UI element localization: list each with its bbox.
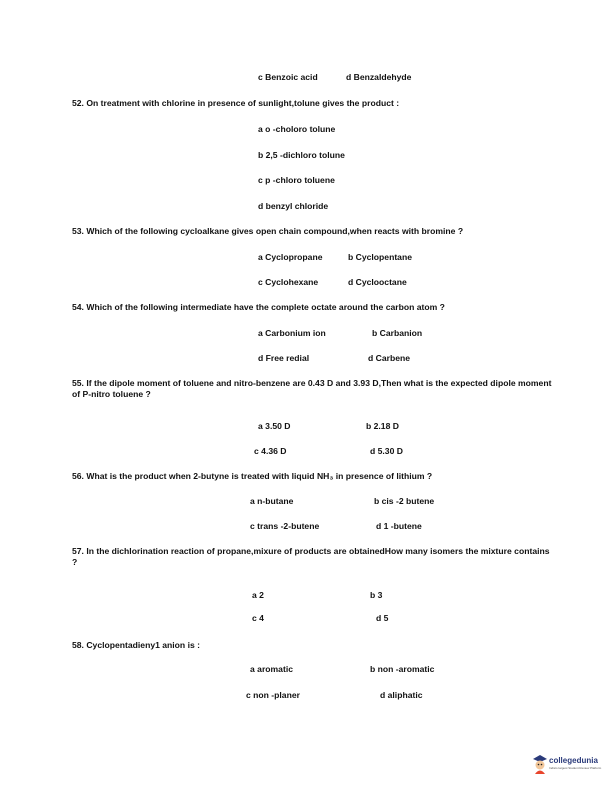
question-58: 58. Cyclopentadieny1 anion is :	[72, 640, 200, 650]
question-54: 54. Which of the following intermediate have the complete octate around the carbon atom ?	[72, 302, 445, 312]
question-56: 56. What is the product when 2-butyne is treated with liquid NH₃ in presence of lithium ?	[72, 471, 433, 481]
q58-option-b: b non -aromatic	[370, 664, 435, 674]
q56-option-b: b cis -2 butene	[374, 496, 435, 506]
question-55: 55. If the dipole moment of toluene and nitro-benzene are 0.43 D and 3.93 D,Then what is the expected dipole moment of P-nitro toluene ?	[72, 378, 552, 399]
q54-option-d: d Carbene	[368, 353, 411, 363]
q58-option-a: a aromatic	[250, 664, 293, 674]
logo-tagline: India's largest Student Review Platform	[549, 766, 602, 770]
q54-option-a: a Carbonium ion	[258, 328, 326, 338]
q52-option-d: d benzyl chloride	[258, 201, 329, 211]
q53-option-c: c Cyclohexane	[258, 277, 319, 287]
q57-option-d: d 5	[376, 613, 389, 623]
q56-option-c: c trans -2-butene	[250, 521, 320, 531]
q53-option-d: d Cyclooctane	[348, 277, 407, 287]
q54-option-c: d Free redial	[258, 353, 310, 363]
q56-option-a: a n-butane	[250, 496, 294, 506]
q56-option-d: d 1 -butene	[376, 521, 422, 531]
q53-option-a: a Cyclopropane	[258, 252, 323, 262]
question-52: 52. On treatment with chlorine in presence of sunlight,tolune gives the product :	[72, 98, 400, 108]
q58-option-c: c non -planer	[246, 690, 300, 700]
q52-option-b: b 2,5 -dichloro tolune	[258, 150, 345, 160]
q55-option-d: d 5.30 D	[370, 446, 403, 456]
option-d: d Benzaldehyde	[346, 72, 412, 82]
graduate-mascot-icon	[532, 754, 548, 774]
q54-option-b: b Carbanion	[372, 328, 423, 338]
q55-option-a: a 3.50 D	[258, 421, 291, 431]
q58-option-d: d aliphatic	[380, 690, 423, 700]
option-c: c Benzoic acid	[258, 72, 318, 82]
q52-option-a: a o -choloro tolune	[258, 124, 336, 134]
q57-option-c: c 4	[252, 613, 264, 623]
logo-wordmark: collegedunia	[549, 756, 598, 765]
q52-option-c: c p -chloro toluene	[258, 175, 335, 185]
q53-option-b: b Cyclopentane	[348, 252, 412, 262]
q57-option-b: b 3	[370, 590, 383, 600]
q57-option-a: a 2	[252, 590, 264, 600]
question-53: 53. Which of the following cycloalkane gives open chain compound,when reacts with bromine ?	[72, 226, 464, 236]
collegedunia-logo	[532, 754, 604, 778]
question-57: 57. In the dichlorination reaction of propane,mixure of products are obtainedHow many isomers the mixture contains ?	[72, 546, 550, 567]
q55-option-c: c 4.36 D	[254, 446, 287, 456]
q55-option-b: b 2.18 D	[366, 421, 399, 431]
